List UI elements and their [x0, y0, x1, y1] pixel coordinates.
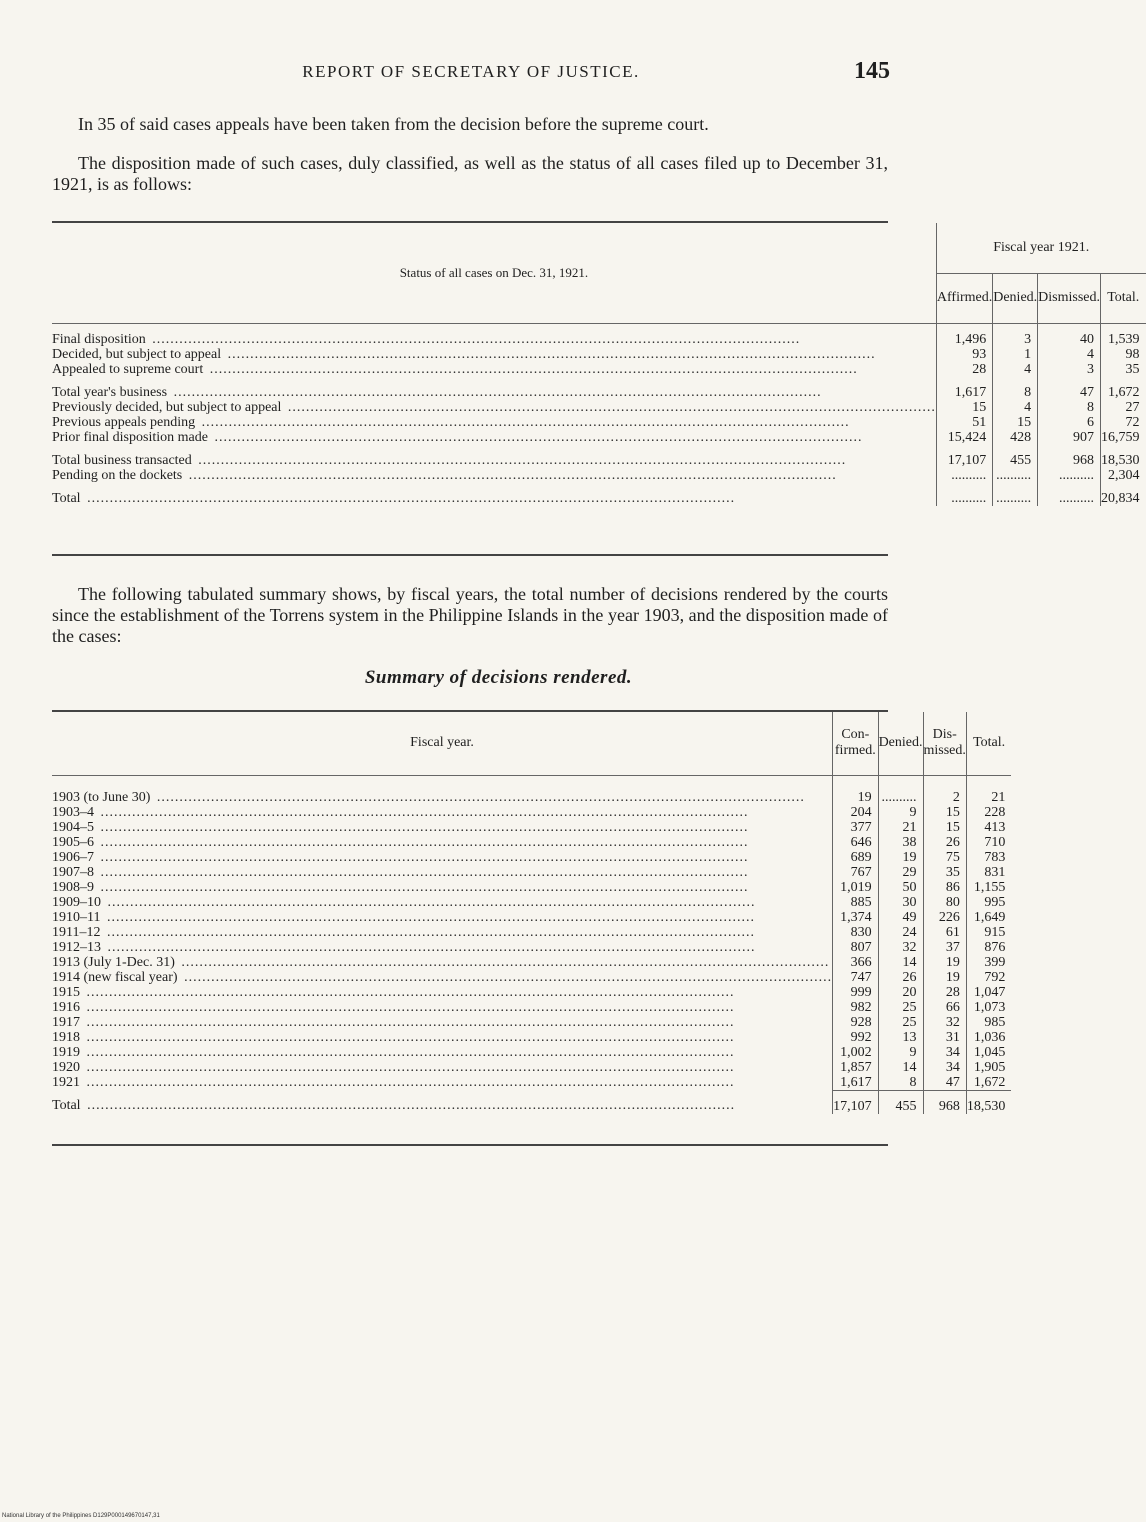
cell-dismissed: 4 — [1038, 347, 1101, 362]
fiscal-year-label — [52, 1060, 833, 1075]
table-row — [52, 483, 1146, 506]
cell-total: 995 — [966, 895, 1011, 910]
row-label: 1920 — [52, 1059, 80, 1075]
row-label: 1916 — [52, 999, 80, 1015]
running-title: REPORT OF SECRETARY OF JUSTICE. — [302, 62, 640, 81]
leader-dots — [103, 940, 756, 955]
cell-dismissed: 8 — [1038, 400, 1101, 415]
cell-confirmed: 689 — [833, 850, 879, 865]
table-row — [52, 445, 1146, 468]
leader-dots — [82, 1030, 735, 1045]
table-row — [52, 820, 1011, 835]
col-denied: Denied. — [878, 712, 923, 775]
table-row — [52, 377, 1146, 400]
cell-dismissed: 61 — [923, 925, 966, 940]
row-label: Total year's business — [52, 384, 168, 400]
leader-dots — [83, 1098, 736, 1113]
cell-total: 98 — [1101, 347, 1146, 362]
row-label: Final disposition — [52, 331, 146, 347]
total-confirmed: 17,107 — [833, 1090, 879, 1114]
cell-confirmed: 646 — [833, 835, 879, 850]
cell-total: 228 — [966, 805, 1011, 820]
status-label — [52, 377, 936, 400]
cell-denied: .......... — [993, 483, 1038, 506]
summary-caption: Summary of decisions rendered. — [364, 667, 633, 688]
table-row — [52, 865, 1011, 880]
leader-dots — [148, 332, 801, 347]
fiscal-year-label — [52, 865, 833, 880]
leader-dots — [103, 895, 756, 910]
cell-dismissed: 19 — [923, 970, 966, 985]
leader-dots — [82, 1015, 735, 1030]
cell-total: 1,649 — [966, 910, 1011, 925]
cell-total: 1,672 — [966, 1075, 1011, 1091]
cell-dismissed: 3 — [1038, 362, 1101, 377]
col-total: Total. — [966, 712, 1011, 775]
leader-dots — [82, 1000, 735, 1015]
row-label: 1908–9 — [52, 879, 94, 895]
cell-dismissed: 75 — [923, 850, 966, 865]
table-row — [52, 805, 1011, 820]
fiscal-year-label — [52, 895, 833, 910]
leader-dots — [283, 400, 936, 415]
fiscal-year-label — [52, 805, 833, 820]
cell-affirmed: 93 — [936, 347, 992, 362]
leader-dots — [82, 985, 735, 1000]
cell-total: 876 — [966, 940, 1011, 955]
cell-denied: 8 — [878, 1075, 923, 1091]
cell-dismissed: 66 — [923, 1000, 966, 1015]
cell-total: 1,073 — [966, 1000, 1011, 1015]
cell-dismissed: 35 — [923, 865, 966, 880]
cell-denied: 29 — [878, 865, 923, 880]
cell-dismissed: 47 — [923, 1075, 966, 1091]
cell-total: 1,036 — [966, 1030, 1011, 1045]
leader-dots — [96, 850, 749, 865]
cell-total: 1,672 — [1101, 377, 1146, 400]
cell-denied: 19 — [878, 850, 923, 865]
cell-confirmed: 885 — [833, 895, 879, 910]
row-label: 1921 — [52, 1074, 80, 1090]
status-label — [52, 445, 936, 468]
cell-total: 1,539 — [1101, 323, 1146, 347]
table-row — [52, 955, 1011, 970]
cell-denied: 14 — [878, 955, 923, 970]
cell-dismissed: 6 — [1038, 415, 1101, 430]
cell-confirmed: 999 — [833, 985, 879, 1000]
table-row — [52, 970, 1011, 985]
table-row — [52, 415, 1146, 430]
cell-dismissed: 226 — [923, 910, 966, 925]
row-label: Previously decided, but subject to appeal — [52, 399, 282, 415]
cell-denied: 9 — [878, 1045, 923, 1060]
fiscal-year-label — [52, 820, 833, 835]
summary-table — [52, 712, 1011, 1114]
cell-denied: 25 — [878, 1000, 923, 1015]
cell-denied: .......... — [993, 468, 1038, 483]
row-label: 1911–12 — [52, 924, 101, 940]
cell-confirmed: 928 — [833, 1015, 879, 1030]
cell-affirmed: 17,107 — [936, 445, 992, 468]
page-number: 145 — [854, 58, 890, 84]
row-label: 1915 — [52, 984, 80, 1000]
status-stub-header: Status of all cases on Dec. 31, 1921. — [52, 223, 936, 323]
fiscal-year-label — [52, 1000, 833, 1015]
status-label — [52, 400, 936, 415]
cell-confirmed: 1,374 — [833, 910, 879, 925]
leader-dots — [177, 955, 830, 970]
fiscal-year-label — [52, 1045, 833, 1060]
table-row — [52, 835, 1011, 850]
fiscal-year-label — [52, 1075, 833, 1091]
cell-total: 20,834 — [1101, 483, 1146, 506]
cell-dismissed: 2 — [923, 775, 966, 805]
cell-denied: 49 — [878, 910, 923, 925]
table-row — [52, 940, 1011, 955]
row-label: Previous appeals pending — [52, 414, 196, 430]
cell-total: 831 — [966, 865, 1011, 880]
cell-denied: 8 — [993, 377, 1038, 400]
paragraph-appeals: In 35 of said cases appeals have been taken from the decision before the supreme court. — [78, 114, 709, 134]
row-label: 1918 — [52, 1029, 80, 1045]
leader-dots — [169, 385, 822, 400]
cell-total: 35 — [1101, 362, 1146, 377]
col-affirmed: Affirmed. — [936, 273, 992, 323]
table-row — [52, 775, 1011, 805]
row-label: Decided, but subject to appeal — [52, 346, 222, 362]
fiscal-year-label — [52, 940, 833, 955]
leader-dots — [152, 790, 805, 805]
cell-affirmed: 15,424 — [936, 430, 992, 445]
row-label: Total — [52, 490, 81, 506]
cell-confirmed: 767 — [833, 865, 879, 880]
fiscal-year-label — [52, 925, 833, 940]
table-row — [52, 1030, 1011, 1045]
col-dismissed: Dismissed. — [1038, 273, 1101, 323]
total-denied: 455 — [878, 1090, 923, 1114]
row-label: 1903–4 — [52, 804, 94, 820]
cell-confirmed: 377 — [833, 820, 879, 835]
status-label — [52, 347, 936, 362]
status-label — [52, 430, 936, 445]
col-total: Total. — [1101, 273, 1146, 323]
cell-denied: 4 — [993, 400, 1038, 415]
cell-affirmed: 51 — [936, 415, 992, 430]
leader-dots — [205, 362, 858, 377]
cell-total: 27 — [1101, 400, 1146, 415]
cell-dismissed: 80 — [923, 895, 966, 910]
col-dismissed: Dis-missed. — [923, 712, 966, 775]
cell-confirmed: 807 — [833, 940, 879, 955]
cell-dismissed: 28 — [923, 985, 966, 1000]
col-confirmed: Con-firmed. — [833, 712, 879, 775]
leader-dots — [197, 415, 850, 430]
row-label: Appealed to supreme court — [52, 361, 204, 377]
cell-confirmed: 992 — [833, 1030, 879, 1045]
leader-dots — [82, 1045, 735, 1060]
cell-total: 399 — [966, 955, 1011, 970]
total-dismissed: 968 — [923, 1090, 966, 1114]
leader-dots — [180, 970, 833, 985]
row-label: Total — [52, 1098, 81, 1113]
table-row — [52, 1045, 1011, 1060]
fiscal-year-label — [52, 775, 833, 805]
cell-confirmed: 204 — [833, 805, 879, 820]
leader-dots — [102, 925, 755, 940]
leader-dots — [96, 835, 749, 850]
cell-total: 21 — [966, 775, 1011, 805]
fiscal-year-label — [52, 880, 833, 895]
cell-dismissed: 15 — [923, 805, 966, 820]
cell-confirmed: 1,019 — [833, 880, 879, 895]
cell-dismissed: 34 — [923, 1045, 966, 1060]
row-label: Prior final disposition made — [52, 429, 208, 445]
cell-denied: 32 — [878, 940, 923, 955]
cell-dismissed: 47 — [1038, 377, 1101, 400]
table-bottom-rule — [52, 554, 888, 556]
cell-denied: 428 — [993, 430, 1038, 445]
table-row — [52, 1015, 1011, 1030]
fiscal-year-label — [52, 910, 833, 925]
summary-bottom-rule — [52, 1144, 888, 1146]
table-row — [52, 850, 1011, 865]
fiscal-year-label — [52, 955, 833, 970]
cell-dismissed: .......... — [1038, 468, 1101, 483]
row-label: 1904–5 — [52, 819, 94, 835]
total-total: 18,530 — [966, 1090, 1011, 1114]
total-label — [52, 1090, 833, 1114]
leader-dots — [83, 491, 736, 506]
leader-dots — [184, 468, 837, 483]
fiscal-year-label — [52, 1030, 833, 1045]
table-row — [52, 1060, 1011, 1075]
cell-denied: 9 — [878, 805, 923, 820]
leader-dots — [96, 820, 749, 835]
status-label — [52, 468, 936, 483]
leader-dots — [96, 805, 749, 820]
cell-dismissed: 34 — [923, 1060, 966, 1075]
status-table — [52, 223, 1146, 506]
cell-denied: 3 — [993, 323, 1038, 347]
cell-dismissed: 15 — [923, 820, 966, 835]
col-denied: Denied. — [993, 273, 1038, 323]
leader-dots — [223, 347, 876, 362]
row-label: 1903 (to June 30) — [52, 789, 151, 805]
fiscal-year-label — [52, 1015, 833, 1030]
row-label: 1906–7 — [52, 849, 94, 865]
cell-total: 710 — [966, 835, 1011, 850]
cell-confirmed: 1,002 — [833, 1045, 879, 1060]
cell-denied: 15 — [993, 415, 1038, 430]
table-row — [52, 1075, 1011, 1091]
cell-denied: 13 — [878, 1030, 923, 1045]
status-label — [52, 483, 936, 506]
fiscal-year-label — [52, 985, 833, 1000]
cell-affirmed: 15 — [936, 400, 992, 415]
cell-dismissed: 968 — [1038, 445, 1101, 468]
cell-dismissed: 31 — [923, 1030, 966, 1045]
cell-total: 18,530 — [1101, 445, 1146, 468]
row-label: 1905–6 — [52, 834, 94, 850]
row-label: 1917 — [52, 1014, 80, 1030]
col-fiscal-year: Fiscal year. — [52, 712, 833, 775]
cell-dismissed: 907 — [1038, 430, 1101, 445]
cell-total: 16,759 — [1101, 430, 1146, 445]
cell-total: 915 — [966, 925, 1011, 940]
cell-total: 413 — [966, 820, 1011, 835]
cell-total: 1,045 — [966, 1045, 1011, 1060]
cell-total: 2,304 — [1101, 468, 1146, 483]
cell-total: 985 — [966, 1015, 1011, 1030]
paragraph-disposition: The disposition made of such cases, duly classified, as well as the status of all cases filed up to December 31, 1921, is as follows: — [52, 153, 888, 194]
cell-denied: .......... — [878, 775, 923, 805]
cell-confirmed: 830 — [833, 925, 879, 940]
cell-dismissed: 40 — [1038, 323, 1101, 347]
table-row — [52, 362, 1146, 377]
cell-dismissed: 32 — [923, 1015, 966, 1030]
cell-denied: 4 — [993, 362, 1038, 377]
fiscal-year-label — [52, 970, 833, 985]
cell-affirmed: 28 — [936, 362, 992, 377]
page-header — [52, 58, 890, 88]
total-row — [52, 1090, 1011, 1114]
cell-dismissed: .......... — [1038, 483, 1101, 506]
cell-confirmed: 747 — [833, 970, 879, 985]
row-label: Pending on the dockets — [52, 467, 183, 483]
row-label: 1919 — [52, 1044, 80, 1060]
cell-denied: 1 — [993, 347, 1038, 362]
cell-total: 783 — [966, 850, 1011, 865]
cell-dismissed: 86 — [923, 880, 966, 895]
cell-denied: 26 — [878, 970, 923, 985]
row-label: 1909–10 — [52, 894, 101, 910]
cell-denied: 20 — [878, 985, 923, 1000]
status-label — [52, 323, 936, 347]
cell-denied: 38 — [878, 835, 923, 850]
table-row — [52, 895, 1011, 910]
leader-dots — [82, 1060, 735, 1075]
cell-confirmed: 982 — [833, 1000, 879, 1015]
cell-dismissed: 19 — [923, 955, 966, 970]
table-row — [52, 910, 1011, 925]
cell-dismissed: 37 — [923, 940, 966, 955]
footer-credit: National Library of the Philippines D129P000149670147,31 — [2, 1513, 160, 1519]
row-label: Total business transacted — [52, 452, 192, 468]
row-label: 1913 (July 1-Dec. 31) — [52, 954, 175, 970]
cell-denied: 30 — [878, 895, 923, 910]
table-row — [52, 925, 1011, 940]
row-label: 1910–11 — [52, 909, 101, 925]
cell-denied: 25 — [878, 1015, 923, 1030]
table-row — [52, 400, 1146, 415]
cell-confirmed: 366 — [833, 955, 879, 970]
cell-affirmed: 1,617 — [936, 377, 992, 400]
row-label: 1914 (new fiscal year) — [52, 969, 178, 985]
status-label — [52, 362, 936, 377]
leader-dots — [96, 880, 749, 895]
leader-dots — [102, 910, 755, 925]
table-row — [52, 430, 1146, 445]
paragraph-summary-intro: The following tabulated summary shows, by fiscal years, the total number of decisions rendered by the courts since the establishment of the Torrens system in the Philippine Islands in the year 1903, and the disposition made of the cases: — [52, 584, 888, 646]
table-row — [52, 347, 1146, 362]
cell-denied: 24 — [878, 925, 923, 940]
fiscal-year-header: Fiscal year 1921. — [936, 223, 1145, 273]
table-row — [52, 323, 1146, 347]
cell-total: 72 — [1101, 415, 1146, 430]
fiscal-year-label — [52, 835, 833, 850]
leader-dots — [96, 865, 749, 880]
table-row — [52, 1000, 1011, 1015]
cell-affirmed: .......... — [936, 483, 992, 506]
status-label — [52, 415, 936, 430]
cell-total: 1,905 — [966, 1060, 1011, 1075]
cell-confirmed: 1,857 — [833, 1060, 879, 1075]
cell-dismissed: 26 — [923, 835, 966, 850]
cell-total: 1,047 — [966, 985, 1011, 1000]
cell-affirmed: 1,496 — [936, 323, 992, 347]
row-label: 1907–8 — [52, 864, 94, 880]
cell-denied: 21 — [878, 820, 923, 835]
cell-confirmed: 19 — [833, 775, 879, 805]
cell-total: 1,155 — [966, 880, 1011, 895]
table-row — [52, 985, 1011, 1000]
cell-denied: 50 — [878, 880, 923, 895]
leader-dots — [82, 1075, 735, 1090]
table-row — [52, 468, 1146, 483]
row-label: 1912–13 — [52, 939, 101, 955]
cell-confirmed: 1,617 — [833, 1075, 879, 1091]
cell-affirmed: .......... — [936, 468, 992, 483]
cell-denied: 455 — [993, 445, 1038, 468]
cell-total: 792 — [966, 970, 1011, 985]
table-row — [52, 880, 1011, 895]
leader-dots — [210, 430, 863, 445]
fiscal-year-label — [52, 850, 833, 865]
cell-denied: 14 — [878, 1060, 923, 1075]
leader-dots — [194, 453, 847, 468]
